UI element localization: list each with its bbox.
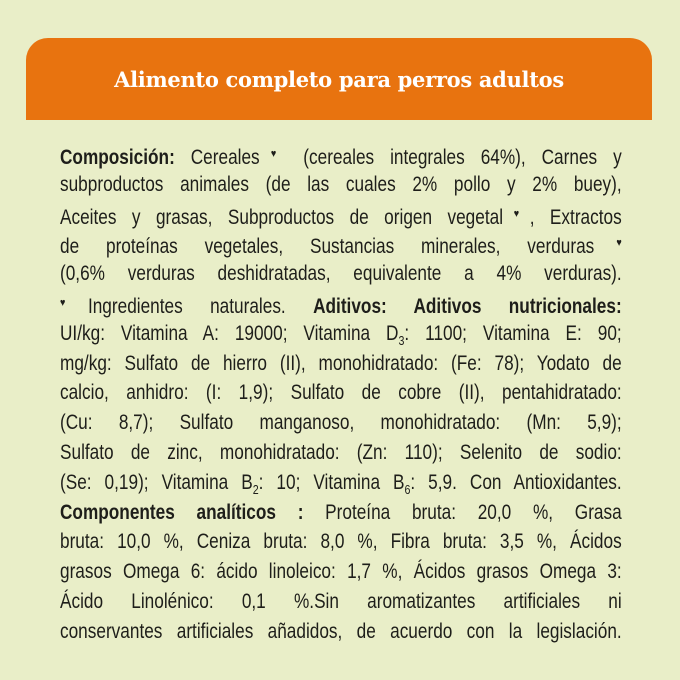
text-line bbox=[60, 557, 622, 587]
text-line bbox=[60, 259, 622, 289]
heart-icon: ♥ bbox=[594, 237, 622, 250]
subscript: 6 bbox=[404, 481, 411, 497]
text-segment: grasos Omega 6: ácido linoleico: 1,7 %, Ácidos grasos Omega 3: bbox=[60, 560, 622, 584]
text-segment: : 5,9. Con Antioxidantes. bbox=[410, 470, 622, 494]
text-segment: calcio, anhidro: (I: 1,9); Sulfato de cobre (II), pentahidratado: bbox=[60, 381, 622, 405]
composition-text bbox=[60, 140, 622, 647]
text-segment: (Se: 0,19); Vitamina B bbox=[60, 470, 253, 494]
text-segment: : 1100; Vitamina E: 90; bbox=[404, 321, 622, 345]
text-segment: conservantes artificiales añadidos, de acuerdo con la legislación. bbox=[60, 619, 622, 643]
section-label: Aditivos: Aditivos nutricionales: bbox=[313, 294, 622, 318]
text-line bbox=[60, 468, 622, 498]
text-line bbox=[60, 527, 622, 557]
text-line bbox=[60, 140, 622, 170]
text-line bbox=[60, 349, 622, 379]
text-line bbox=[60, 617, 622, 647]
section-label: Composición: bbox=[60, 146, 175, 169]
text-segment: Sulfato de zinc, monohidratado: (Zn: 110); Selenito de sodio: bbox=[60, 440, 622, 464]
section-label: Componentes analíticos : bbox=[60, 500, 304, 524]
text-line bbox=[60, 229, 622, 259]
text-segment: subproductos animales (de las cuales 2% pollo y 2% buey), bbox=[60, 172, 622, 196]
text-segment: bruta: 10,0 %, Ceniza bruta: 8,0 %, Fibra bruta: 3,5 %, Ácidos bbox=[60, 530, 622, 554]
text-line bbox=[60, 408, 622, 438]
text-segment: de proteínas vegetales, Sustancias minerales, verduras bbox=[60, 235, 595, 259]
text-segment: Ingredientes naturales. bbox=[87, 294, 314, 318]
text-segment: Ácido Linolénico: 0,1 %.Sin aromatizantes artificiales ni bbox=[60, 589, 622, 613]
text-line bbox=[60, 378, 622, 408]
text-segment: , Extractos bbox=[529, 205, 622, 229]
text-segment: Cereales bbox=[174, 146, 260, 169]
text-line bbox=[60, 587, 622, 617]
text-segment: (0,6% verduras deshidratadas, equivalente a 4% verduras). bbox=[60, 262, 622, 286]
page-title: Alimento completo para perros adultos bbox=[114, 66, 564, 92]
title-banner bbox=[26, 38, 652, 120]
subscript: 3 bbox=[398, 332, 405, 348]
text-segment: Proteína bruta: 20,0 %, Grasa bbox=[303, 500, 622, 524]
text-line bbox=[60, 170, 622, 200]
text-line bbox=[60, 438, 622, 468]
text-segment: mg/kg: Sulfato de hierro (II), monohidratado: (Fe: 78); Yodato de bbox=[60, 351, 622, 375]
heart-icon: ♥ bbox=[259, 148, 288, 160]
subscript: 2 bbox=[252, 481, 259, 497]
text-line bbox=[60, 498, 622, 528]
text-segment: (cereales integrales 64%), Carnes y bbox=[287, 146, 622, 169]
text-segment: Aceites y grasas, Subproductos de origen vegetal bbox=[60, 205, 504, 229]
text-segment: (Cu: 8,7); Sulfato manganoso, monohidratado: (Mn: 5,9); bbox=[60, 411, 622, 435]
text-line bbox=[60, 200, 622, 230]
text-segment: UI/kg: Vitamina A: 19000; Vitamina D bbox=[60, 321, 399, 345]
text-segment: : 10; Vitamina B bbox=[258, 470, 405, 494]
heart-icon: ♥ bbox=[503, 207, 530, 220]
text-line bbox=[60, 319, 622, 349]
text-line bbox=[60, 289, 622, 319]
heart-icon: ♥ bbox=[60, 296, 88, 309]
